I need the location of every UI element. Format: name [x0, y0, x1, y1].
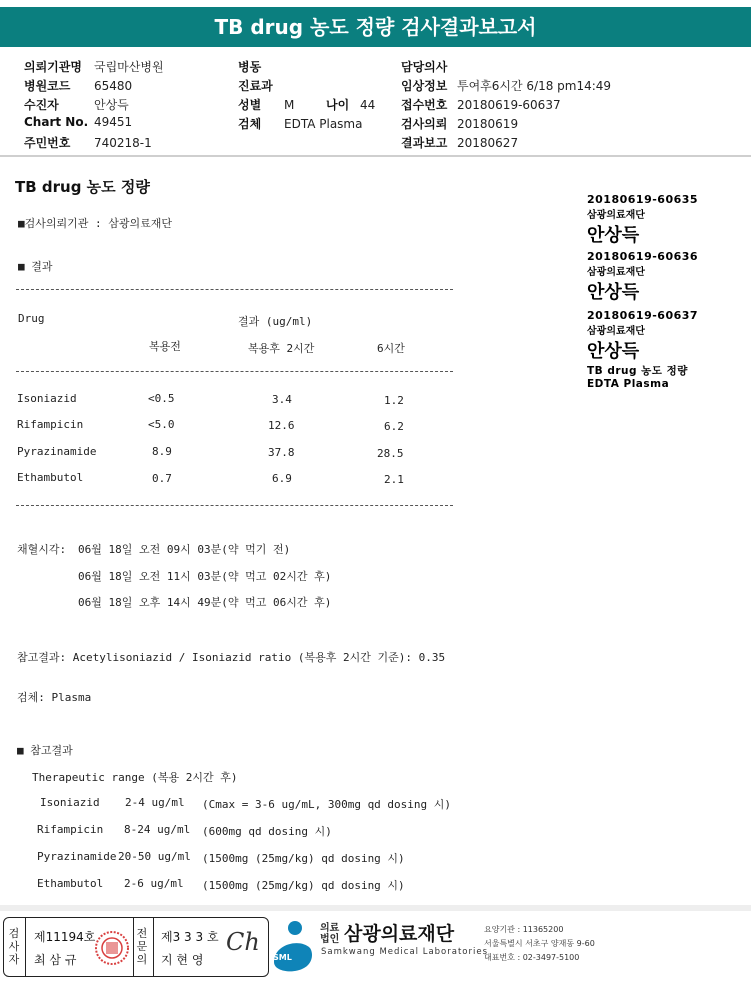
- header-value: 투여후6시간 6/18 pm14:49: [457, 79, 612, 93]
- sample-org: 삼광의료재단: [587, 267, 645, 278]
- sample-id: 20180619-60635: [587, 193, 699, 206]
- range-value: 20-50 ug/ml: [118, 850, 191, 863]
- institution-line: ■검사의뢰기관 : 삼광의료재단: [18, 217, 173, 230]
- org-english: Samkwang Medical Laboratories: [321, 947, 489, 957]
- ratio-line: 참고결과: Acetylisoniazid / Isoniazid ratio (복용후 2시간 기준): 0.35: [17, 651, 446, 664]
- age-label: 나이: [326, 98, 350, 112]
- drug-name: Rifampicin: [17, 418, 84, 431]
- table-top-rule: [16, 289, 453, 290]
- sample-label: [587, 250, 747, 304]
- vertical-divider: [133, 918, 134, 976]
- collection-line: 06월 18일 오전 09시 03분(약 먹기 전): [78, 543, 291, 556]
- table-row: [0, 392, 460, 408]
- h2-value: 12.6: [268, 419, 295, 432]
- vertical-char: 사: [8, 940, 20, 953]
- h2-value: 6.9: [272, 472, 292, 485]
- pre-value: <0.5: [148, 392, 175, 405]
- header-label: 주민번호: [24, 136, 71, 150]
- vertical-char: 검: [8, 927, 20, 940]
- header-label: 접수번호: [401, 98, 448, 112]
- pre-value: 0.7: [152, 472, 172, 485]
- sex-value: M: [284, 98, 295, 112]
- h6-value: 1.2: [384, 394, 404, 407]
- header-value: 국립마산병원: [94, 60, 164, 74]
- header-label: Chart No.: [24, 115, 89, 129]
- sample-label: [587, 309, 747, 390]
- header-label: 병동: [238, 60, 262, 74]
- vertical-char: 문: [136, 940, 148, 953]
- range-note: (1500mg (25mg/kg) qd dosing 시): [202, 852, 405, 865]
- sml-logo-text: SML: [273, 953, 292, 962]
- header-label: 결과보고: [401, 136, 448, 150]
- col-2h-header: 복용후 2시간: [248, 342, 315, 355]
- sample-id: 20180619-60637: [587, 309, 699, 322]
- therapeutic-heading: Therapeutic range (복용 2시간 후): [32, 771, 238, 784]
- sample-test: TB drug 농도 정량: [587, 365, 688, 377]
- header-label: 병원코드: [24, 79, 71, 93]
- org-prefix-line: 의료: [320, 923, 340, 934]
- inspector-vertical: [7, 927, 21, 966]
- specimen-line: 검체: Plasma: [17, 691, 92, 704]
- h6-value: 28.5: [377, 447, 404, 460]
- h2-value: 37.8: [268, 446, 295, 459]
- collection-label: 채혈시각:: [17, 543, 67, 556]
- range-row: [0, 796, 460, 812]
- pre-value: 8.9: [152, 445, 172, 458]
- col-drug-header: Drug: [18, 312, 45, 325]
- header-label: 검사의뢰: [401, 117, 448, 131]
- org-prefix: [320, 923, 339, 945]
- range-note: (600mg qd dosing 시): [202, 825, 332, 838]
- collection-line: 06월 18일 오전 11시 03분(약 먹고 02시간 후): [78, 570, 332, 583]
- header-value: 안상득: [94, 98, 129, 112]
- range-row: [0, 823, 460, 839]
- h2-value: 3.4: [272, 393, 292, 406]
- vertical-char: 전: [136, 927, 148, 940]
- sample-id: 20180619-60636: [587, 250, 699, 263]
- header-col3: [401, 58, 611, 153]
- header-value: 740218-1: [94, 136, 152, 150]
- sample-label: [587, 193, 747, 247]
- header-value: 20180619-60637: [457, 98, 561, 112]
- header-col1: [24, 58, 164, 153]
- header-col2: [238, 58, 375, 134]
- range-drug: Rifampicin: [37, 823, 104, 836]
- header-value: 20180619: [457, 117, 519, 131]
- range-row: [0, 850, 460, 866]
- col-6h-header: 6시간: [377, 342, 405, 355]
- pre-value: <5.0: [148, 418, 175, 431]
- specialist-vertical: [135, 927, 149, 966]
- header-value: 65480: [94, 79, 133, 93]
- signature-box: [3, 917, 269, 977]
- official-seal-icon: [94, 930, 130, 966]
- table-bottom-rule: [16, 505, 453, 506]
- header-label: 의뢰기관명: [24, 60, 82, 74]
- header-label: 담당의사: [401, 60, 448, 74]
- col-pre-header: 복용전: [149, 340, 181, 353]
- vertical-char: 자: [8, 953, 20, 966]
- footer-divider: [0, 905, 751, 911]
- org-address: 서울특별시 서초구 양재동 9-60: [484, 939, 595, 948]
- header-value: 49451: [94, 115, 133, 129]
- org-phone: 대표번호 : 02-3497-5100: [484, 953, 580, 962]
- specialist-name: 지 현 영: [161, 953, 204, 967]
- org-name: 삼광의료재단: [344, 923, 455, 945]
- header-divider: [0, 155, 751, 157]
- vertical-char: 의: [136, 953, 148, 966]
- sample-name: 안상득: [587, 282, 640, 303]
- range-note: (Cmax = 3-6 ug/mL, 300mg qd dosing 시): [202, 798, 452, 811]
- org-prefix-line: 법인: [320, 934, 340, 945]
- range-value: 2-4 ug/ml: [125, 796, 185, 809]
- range-drug: Pyrazinamide: [37, 850, 117, 863]
- sample-name: 안상득: [587, 341, 640, 362]
- drug-name: Isoniazid: [17, 392, 77, 405]
- drug-name: Ethambutol: [17, 471, 84, 484]
- table-row: [0, 418, 460, 434]
- col-result-header: 결과 (ug/ml): [238, 315, 313, 328]
- inspector-license: 제11194호: [34, 930, 96, 944]
- sample-specimen: EDTA Plasma: [587, 378, 670, 390]
- range-drug: Isoniazid: [40, 796, 100, 809]
- section-title: TB drug 농도 정량: [15, 178, 150, 196]
- header-label: 검체: [238, 117, 262, 131]
- specialist-license: 제3 3 3 호: [161, 930, 219, 944]
- report-title: TB drug 농도 정량 검사결과보고서: [0, 7, 751, 47]
- sml-logo-icon: [270, 918, 316, 974]
- age-value: 44: [360, 98, 376, 112]
- vertical-divider: [153, 918, 154, 976]
- header-label: 수진자: [24, 98, 59, 112]
- ref-heading: ■ 참고결과: [17, 744, 73, 757]
- h6-value: 2.1: [384, 473, 404, 486]
- h6-value: 6.2: [384, 420, 404, 433]
- range-note: (1500mg (25mg/kg) qd dosing 시): [202, 879, 405, 892]
- signature: Ch: [226, 928, 260, 956]
- sample-name: 안상득: [587, 225, 640, 246]
- header-label: 진료과: [238, 79, 273, 93]
- header-value: 20180627: [457, 136, 519, 150]
- table-row: [0, 445, 460, 461]
- sample-org: 삼광의료재단: [587, 210, 645, 221]
- range-drug: Ethambutol: [37, 877, 104, 890]
- range-value: 2-6 ug/ml: [124, 877, 184, 890]
- table-row: [0, 471, 460, 487]
- vertical-divider: [25, 918, 26, 976]
- results-heading: ■ 결과: [18, 260, 53, 273]
- inspector-name: 최 삼 규: [34, 953, 77, 967]
- table-header-rule: [16, 371, 453, 372]
- header-label: 성별: [238, 98, 262, 112]
- collection-line: 06월 18일 오후 14시 49분(약 먹고 06시간 후): [78, 596, 332, 609]
- sample-org: 삼광의료재단: [587, 326, 645, 337]
- range-value: 8-24 ug/ml: [124, 823, 191, 836]
- drug-name: Pyrazinamide: [17, 445, 97, 458]
- header-label: 임상정보: [401, 79, 448, 93]
- header-value: EDTA Plasma: [284, 117, 363, 131]
- org-code: 요양기관 : 11365200: [484, 925, 564, 934]
- range-row: [0, 877, 460, 893]
